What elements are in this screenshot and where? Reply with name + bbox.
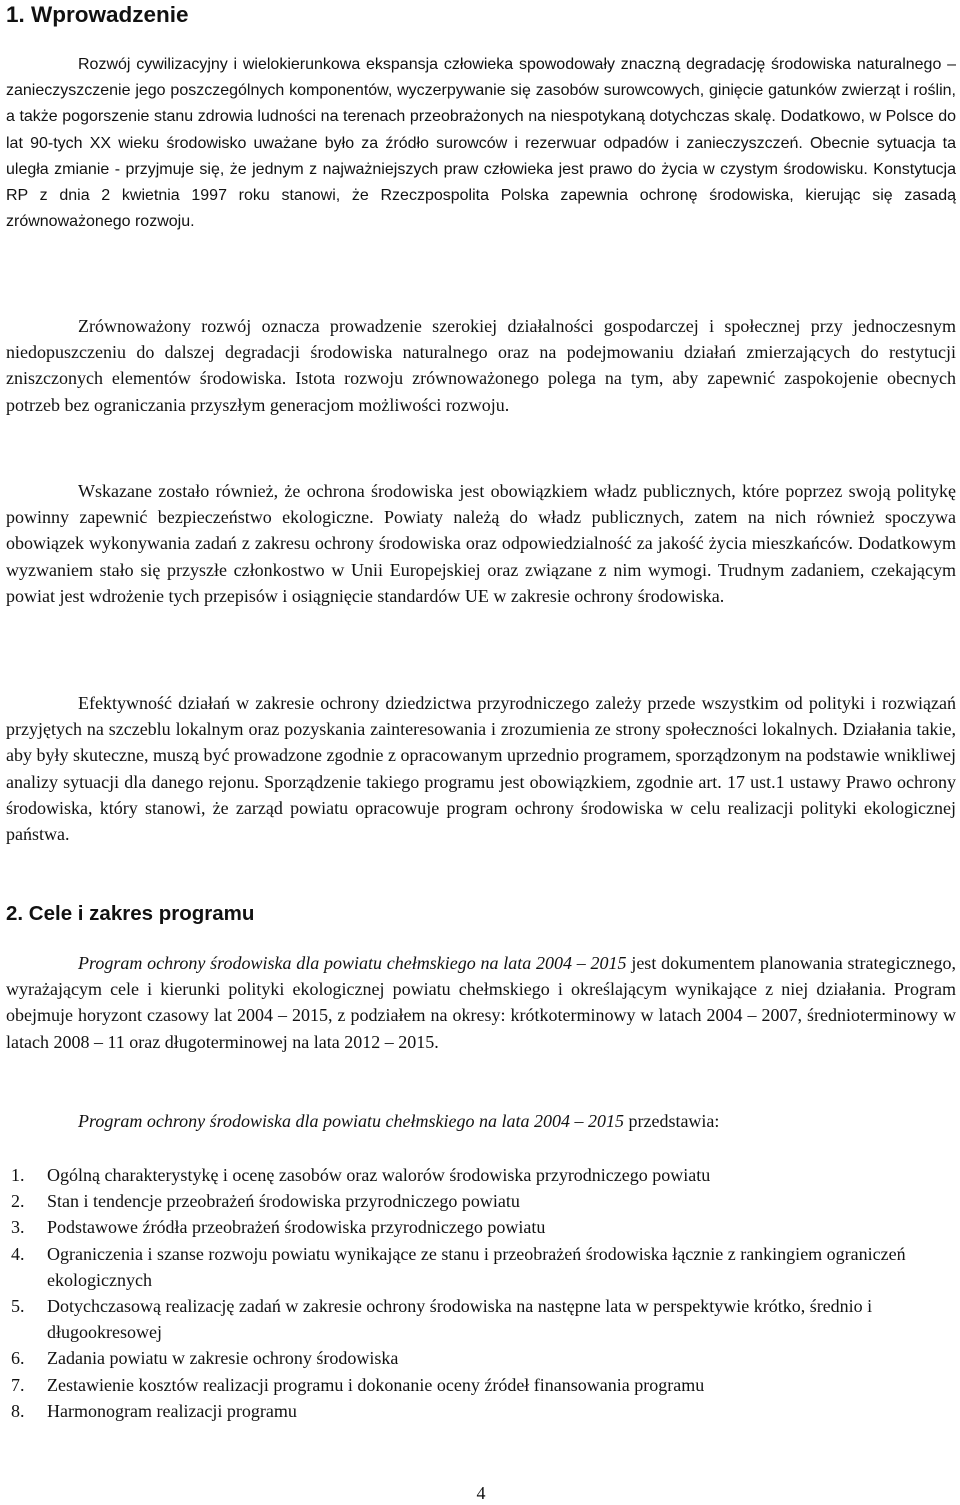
list-item-text: Harmonogram realizacji programu <box>47 1400 297 1421</box>
list-item-text: Ogólną charakterystykę i ocenę zasobów oraz walorów środowiska przyrodniczego powiatu <box>47 1165 711 1185</box>
list-item <box>6 1241 956 1293</box>
list-item-number: 7. <box>11 1374 25 1395</box>
list-item <box>6 1293 956 1345</box>
list-item <box>6 1188 956 1214</box>
list-item <box>6 1214 956 1240</box>
list-item <box>6 1345 956 1371</box>
page-number: 4 <box>476 1483 486 1503</box>
section-2-heading: 2. Cele i zakres programu <box>6 902 255 925</box>
list-item-text: Dotychczasową realizację zadań w zakresie ochrony środowiska na następne lata w perspektywie krótko, średnio i długookresowej <box>47 1296 873 1343</box>
intro-paragraph-4: Efektywność działań w zakresie ochrony dziedzictwa przyrodniczego zależy przede wszystkim od polityki i rozwiązań przyjętych na szczeblu lokalnym oraz pozyskania zainteresowania i zrozumienia ze strony społeczności lokalnych. Działania takie, aby były skuteczne, muszą być prowadzone zgodnie z opracowanym uprzednio programem, sporządzonym na podstawie wnikliwej analizy sytuacji dla danego rejonu. Sporządzenie takiego programu jest obowiązkiem, zgodnie art. 17 ust.1 ustawy Prawo ochrony środowiska, który stanowi, że zarząd powiatu opracowuje program ochrony środowiska w celu realizacji polityki ekologicznej państwa. <box>6 693 956 845</box>
list-item-number: 3. <box>11 1217 25 1238</box>
list-item-number: 2. <box>11 1191 25 1212</box>
program-title-italic: Program ochrony środowiska dla powiatu chełmskiego na lata 2004 – 2015 <box>78 953 627 973</box>
list-item-number: 4. <box>11 1243 25 1264</box>
list-item-text: Stan i tendencje przeobrażeń środowiska przyrodniczego powiatu <box>47 1191 520 1212</box>
intro-paragraph-3: Wskazane zostało również, że ochrona środowiska jest obowiązkiem władz publicznych, które poprzez swoją politykę powinny zapewnić bezpieczeństwo ekologiczne. Powiaty należą do władz publicznych, zatem na nich również spoczywa obowiązek wykonywania zadań z zakresu ochrony środowiska oraz odpowiedzialność za jakość życia mieszkańców. Dodatkowym wyzwaniem stało się przyszłe członkostwo w Unii Europejskiej oraz związane z nim wymogi. Trudnym zadaniem, czekającym powiat jest wdrożenie tych przepisów i osiągnięcie standardów UE w zakresie ochrony środowiska. <box>6 481 956 606</box>
scope-paragraph-2-text: przedstawia: <box>623 1111 720 1131</box>
list-item <box>6 1162 956 1188</box>
program-title-italic-2: Program ochrony środowiska dla powiatu chełmskiego na lata 2004 – 2015 <box>78 1111 624 1131</box>
list-item <box>6 1372 956 1398</box>
list-item-number: 1. <box>11 1165 25 1185</box>
list-item-number: 8. <box>11 1400 25 1421</box>
list-item-text: Zadania powiatu w zakresie ochrony środowiska <box>47 1348 399 1369</box>
list-item-text: Podstawowe źródła przeobrażeń środowiska przyrodniczego powiatu <box>47 1217 546 1238</box>
list-item <box>6 1398 956 1424</box>
list-item-text: Zestawienie kosztów realizacji programu i dokonanie oceny źródeł finansowania programu <box>47 1374 705 1395</box>
section-1-heading: 1. Wprowadzenie <box>6 2 189 27</box>
list-item-number: 6. <box>11 1348 25 1369</box>
intro-paragraph-2: Zrównoważony rozwój oznacza prowadzenie szerokiej działalności gospodarczej i społecznej przy jednoczesnym niedopuszczeniu do dalszej degradacji środowiska naturalnego oraz na podejmowaniu działań zmierzających do restytucji zniszczonych elementów środowiska. Istota rozwoju zrównoważonego polega na tym, aby zapewnić zaspokojenie obecnych potrzeb bez ograniczania przyszłym generacjom możliwości rozwoju. <box>6 316 956 415</box>
scope-paragraph-2 <box>6 1108 956 1134</box>
list-item-number: 5. <box>11 1296 25 1317</box>
scope-paragraph-1-text: jest dokumentem planowania strategicznego, wyrażającym cele i kierunki polityki ekologicznej powiatu chełmskiego i określającym wynikające z niej działania. Program obejmuje horyzont czasowy lat 2004 – 2015, z podziałem na okresy: krótkoterminowy w latach 2004 – 2007, średnioterminowy w latach 2008 – 11 oraz długoterminowej na lata 2012 – 2015. <box>6 953 956 1052</box>
intro-paragraph-1: Rozwój cywilizacyjny i wielokierunkowa ekspansja człowieka spowodowały znaczną degradację środowiska naturalnego – zanieczyszczenie jego poszczególnych komponentów, wyczerpywanie się zasobów surowcowych, ginięcie gatunków zwierząt i roślin, a także pogorszenie stanu zdrowia ludności na terenach przeobrażonych na niespotykaną dotychczas skalę. Dodatkowo, w Polsce do lat 90-tych XX wieku środowisko uważane było za źródło surowców i rezerwuar odpadów i zanieczyszczeń. Obecnie sytuacja ta uległa zmianie - przyjmuje się, że jednym z najważniejszych praw człowieka jest prawo do życia w czystym środowisku. Konstytucja RP z dnia 2 kwietnia 1997 roku stanowi, że Rzeczpospolita Polska zapewnia ochronę środowiska, kierując się zasadą zrównoważonego rozwoju. <box>6 56 956 231</box>
scope-paragraph-1 <box>6 950 956 1055</box>
program-contents-list <box>6 1162 956 1424</box>
list-item-text: Ograniczenia i szanse rozwoju powiatu wynikające ze stanu i przeobrażeń środowiska łącznie z rankingiem ograniczeń ekologicznych <box>47 1243 906 1290</box>
